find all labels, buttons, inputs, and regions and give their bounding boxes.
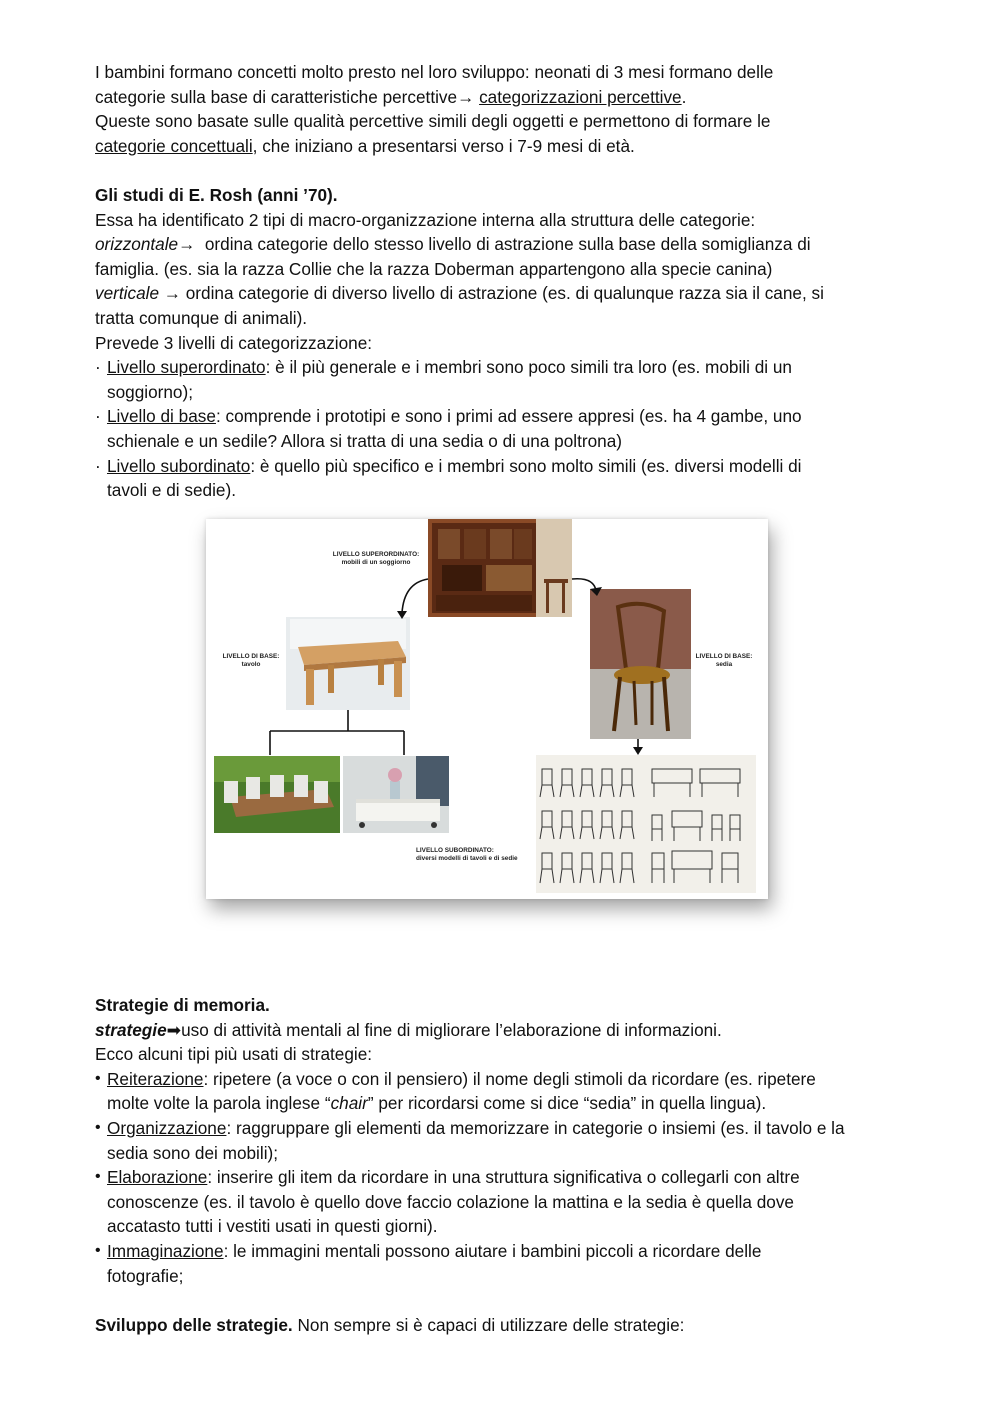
bullet-icon: • [95, 1118, 101, 1136]
level-term: Livello di base [107, 406, 216, 427]
label-line: tavolo [241, 661, 261, 668]
strategy-text: sedia sono dei mobili); [107, 1142, 279, 1163]
level-text: tavoli e di sedie). [107, 480, 236, 501]
living-room-photo [428, 519, 572, 617]
categorization-figure [206, 519, 768, 899]
arrow-icon: → [457, 86, 475, 107]
rosh-line: tratta comunque di animali). [95, 307, 308, 328]
list-item [95, 404, 905, 453]
term-categorizzazioni-percettive: categorizzazioni percettive [479, 86, 682, 107]
label-line: LIVELLO SUPERORDINATO: [332, 551, 420, 558]
strategy-text: ” per ricordarsi come si dice “sedia” in quella lingua). [367, 1093, 767, 1114]
term-verticale: verticale [95, 283, 159, 304]
strategy-text: : le immagini mentali possono aiutare i bambini piccoli a ricordare delle [223, 1240, 762, 1261]
rosh-line: ordina categorie dello stesso livello di astrazione sulla base della somiglianza di [195, 234, 811, 255]
bullet-icon: · [95, 357, 101, 378]
bullet-icon: • [95, 1168, 101, 1186]
label-base-sedia [688, 653, 760, 669]
rosh-line: famiglia. (es. sia la razza Collie che la razza Doberman appartengono alla specie canina) [95, 258, 773, 279]
list-item [95, 1165, 905, 1239]
arrow-icon: → [178, 234, 196, 255]
memoria-definition [95, 1018, 905, 1043]
label-line: mobili di un soggiorno [341, 559, 411, 566]
term-categorie-concettuali: categorie concettuali [95, 135, 253, 156]
memoria-heading: Strategie di memoria. [95, 995, 270, 1015]
rosh-line: Essa ha identificato 2 tipi di macro-organizzazione interna alla struttura delle categorie: [95, 209, 756, 230]
strategy-term: Elaborazione [107, 1167, 208, 1188]
document-body-continued [95, 993, 905, 1337]
label-superordinato [326, 551, 426, 567]
strategy-text: accatasto tutti i vestiti usati in questi giorni). [107, 1216, 438, 1237]
list-item [95, 1067, 905, 1116]
label-line: LIVELLO DI BASE: [222, 653, 280, 660]
rosh-paragraph [95, 208, 905, 356]
sviluppo-text: Non sempre si è capaci di utilizzare delle strategie: [292, 1314, 685, 1335]
level-text: schienale e un sedile? Allora si tratta di una sedia o di una poltrona) [107, 430, 623, 451]
figure-drawing [206, 519, 768, 899]
list-item [95, 355, 905, 404]
level-text: soggiorno); [107, 381, 193, 402]
document-body [95, 60, 905, 503]
strategy-text: : inserire gli item da ricordare in una struttura significativa o collegarli con altre [207, 1167, 800, 1188]
strategy-text: : raggruppare gli elementi da memorizzare in categorie o insiemi (es. il tavolo e la [226, 1117, 845, 1138]
level-text: : è quello più specifico e i membri sono molto simili (es. diversi modelli di [250, 455, 802, 476]
intro-line: I bambini formano concetti molto presto nel loro sviluppo: neonati di 3 mesi formano delle [95, 62, 774, 82]
strategy-text: molte volte la parola inglese “ [107, 1093, 331, 1114]
definition-text: uso di attività mentali al fine di migliorare l’elaborazione di informazioni. [181, 1019, 722, 1040]
intro-line: , che iniziano a presentarsi verso i 7-9 mesi di età. [252, 135, 635, 156]
label-line: LIVELLO DI BASE: [695, 653, 753, 660]
strategies-list [95, 1067, 905, 1288]
strategy-term: Organizzazione [107, 1117, 227, 1138]
arrow-icon: → [159, 283, 186, 304]
level-term: Livello superordinato [107, 357, 266, 378]
rosh-heading: Gli studi di E. Rosh (anni ’70). [95, 184, 338, 205]
bullet-icon: • [95, 1241, 101, 1259]
table-photo [286, 617, 410, 710]
strategy-term: Immaginazione [107, 1240, 224, 1261]
punct: . [681, 86, 687, 107]
term-strategie: strategie [95, 1019, 167, 1040]
sviluppo-paragraph [95, 1313, 905, 1338]
level-term: Livello subordinato [107, 455, 251, 476]
term-orizzontale: orizzontale [95, 234, 179, 255]
list-item [95, 1116, 905, 1165]
label-subordinato [416, 847, 536, 863]
intro-line: Queste sono basate sulle qualità percettive simili degli oggetti e permettono di formare le [95, 111, 771, 132]
list-item [95, 1239, 905, 1288]
label-base-tavolo [216, 653, 286, 669]
chair-photo [590, 589, 691, 739]
strategy-text: : ripetere (a voce o con il pensiero) il nome degli stimoli da ricordare (es. ripetere [203, 1068, 816, 1089]
pallet-table-photo [343, 756, 449, 833]
list-item [95, 454, 905, 503]
chair-catalog-photo [536, 755, 756, 893]
rosh-line: ordina categorie di diverso livello di astrazione (es. di qualunque razza sia il cane, si [185, 283, 824, 304]
label-line: diversi modelli di tavoli e di sedie [416, 855, 518, 862]
label-line: sedia [715, 661, 733, 668]
intro-line: categorie sulla base di caratteristiche percettive [95, 86, 458, 107]
strategy-text: conoscenze (es. il tavolo è quello dove faccio colazione la mattina e la sedia è quella dove [107, 1191, 794, 1212]
level-text: : comprende i prototipi e sono i primi ad essere appresi (es. ha 4 gambe, uno [215, 406, 802, 427]
strategy-text-italic: chair [330, 1093, 368, 1114]
bullet-icon: · [95, 455, 101, 476]
arrow-icon: ➡ [166, 1019, 182, 1040]
memoria-intro: Ecco alcuni tipi più usati di strategie: [95, 1044, 373, 1065]
bullet-icon: · [95, 406, 101, 427]
intro-paragraph [95, 60, 905, 158]
bullet-icon: • [95, 1069, 101, 1087]
level-text: : è il più generale e i membri sono poco simili tra loro (es. mobili di un [265, 357, 792, 378]
strategy-term: Reiterazione [107, 1068, 204, 1089]
rosh-line: Prevede 3 livelli di categorizzazione: [95, 332, 373, 353]
label-line: LIVELLO SUBORDINATO: [416, 847, 494, 854]
sviluppo-heading: Sviluppo delle strategie. [95, 1314, 293, 1335]
levels-list [95, 355, 905, 503]
strategy-text: fotografie; [107, 1265, 184, 1286]
outdoor-table-photo [214, 756, 340, 833]
